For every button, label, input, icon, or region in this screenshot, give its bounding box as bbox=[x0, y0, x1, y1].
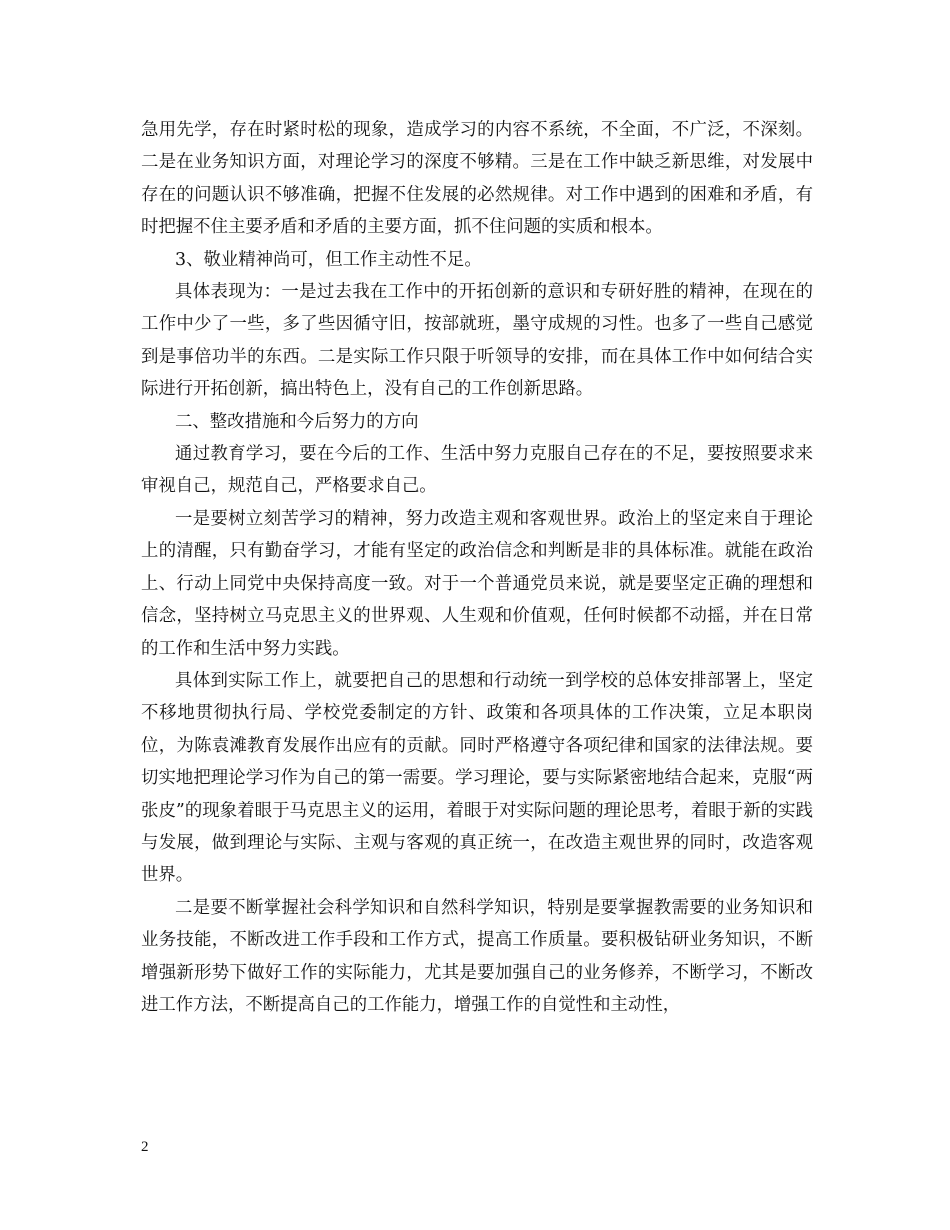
paragraph-heading-work-initiative: 3、敬业精神尚可，但工作主动性不足。 bbox=[175, 249, 482, 270]
section-heading-rectification: 二、整改措施和今后努力的方向 bbox=[175, 411, 419, 432]
paragraph-specific-manifestations: 具体表现为：一是过去我在工作中的开拓创新的意识和专研好胜的精神，在现在的工作中少了一些，多了些因循守旧，按部就班，墨守成规的习性。也多了一些自己感觉到是事倍功半的东西。二是实际工作只限于听领导的安排，而在具体工作中如何结合实际进行开拓创新，搞出特色上，没有自己的工作创新思路。 bbox=[141, 282, 813, 400]
paragraph-diligent-study: 一是要树立刻苦学习的精神，努力改造主观和客观世界。政治上的坚定来自于理论上的清醒，只有勤奋学习，才能有坚定的政治信念和判断是非的具体标准。就能在政治上、行动上同党中央保持高度一致。对于一个普通党员来说，就是要坚定正确的理想和信念，坚持树立马克思主义的世界观、人生观和价值观，任何时候都不动摇，并在日常的工作和生活中努力实践。 bbox=[141, 508, 813, 659]
document-body bbox=[141, 114, 813, 1021]
page-number: 2 bbox=[141, 1139, 149, 1155]
paragraph-continuation: 急用先学，存在时紧时松的现象，造成学习的内容不系统，不全面，不广泛，不深刻。二是在业务知识方面，对理论学习的深度不够精。三是在工作中缺乏新思维，对发展中存在的问题认识不够准确，把握不住发展的必然规律。对工作中遇到的困难和矛盾，有时把握不住主要矛盾和矛盾的主要方面，抓不住问题的实质和根本。 bbox=[141, 120, 813, 238]
paragraph-education-study: 通过教育学习，要在今后的工作、生活中努力克服自己存在的不足，要按照要求来审视自己，规范自己，严格要求自己。 bbox=[141, 444, 813, 497]
paragraph-knowledge-skills: 二是要不断掌握社会科学知识和自然科学知识，特别是要掌握教需要的业务知识和业务技能，不断改进工作手段和工作方式，提高工作质量。要积极钻研业务知识，不断增强新形势下做好工作的实际能力，尤其是要加强自己的业务修养，不断学习，不断改进工作方法，不断提高自己的工作能力，增强工作的自觉性和主动性， bbox=[141, 897, 813, 1015]
paragraph-practical-work: 具体到实际工作上，就要把自己的思想和行动统一到学校的总体安排部署上，坚定不移地贯彻执行局、学校党委制定的方针、政策和各项具体的工作决策，立足本职岗位，为陈袁滩教育发展作出应有的贡献。同时严格遵守各项纪律和国家的法律法规。要切实地把理论学习作为自己的第一需要。学习理论，要与实际紧密地结合起来，克服“两张皮”的现象着眼于马克思主义的运用，着眼于对实际问题的理论思考，着眼于新的实践与发展，做到理论与实际、主观与客观的真正统一，在改造主观世界的同时，改造客观世界。 bbox=[141, 670, 813, 886]
